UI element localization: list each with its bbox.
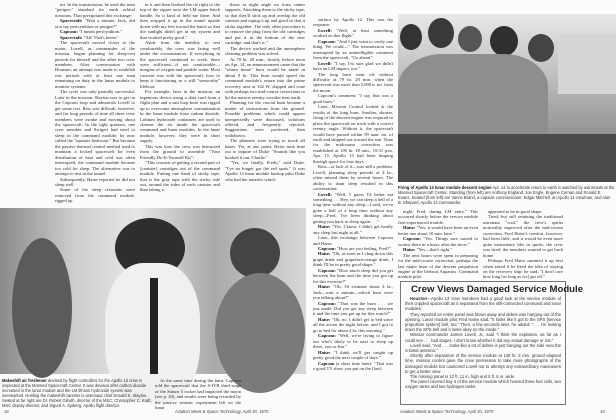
paragraph-text: "Yes, it would have been an even better one about 10 min. later." (398, 225, 478, 236)
caption-label: Makeshift air freshener (2, 378, 47, 383)
paragraph-text: "Wait a minute, Jack, did you say pericynthion or perigee?" (55, 18, 135, 29)
article-column-continued (155, 378, 241, 411)
paragraph-text: night, Fred, during LM entry." This occurred shortly before the service module first experienced trouble. (398, 209, 478, 225)
paragraph-text: "Ah! That's better." (82, 34, 120, 40)
paragraph (398, 236, 478, 247)
paragraph (313, 268, 393, 284)
paragraph-text: "Yes. Things sure turned to worms there in a hurry after the show." (398, 236, 478, 247)
paragraph-text: Subsequently, Haise reported he did not sleep well. (55, 176, 135, 187)
article-column (140, 2, 220, 205)
article-column (55, 2, 135, 205)
article-column (483, 209, 563, 280)
paragraph-text: "Oh, no. I didn't get to bed since all the action the night before, and I got to go to bed for about 4 hr. this morning." (313, 316, 393, 333)
paragraph-text: "And I just want to verify one thing. We could—" The transmission was interrupted by an unintelligible comment from the spacecraft. "Go ahead." (313, 38, 393, 61)
speaker-label: Lovell: (318, 27, 332, 33)
paragraph (140, 40, 220, 89)
sidebar-paragraph: The panel covered bay 4 of the service module which housed three fuel cells, two oxygen tanks and two hydrogen tanks. (405, 379, 561, 390)
paragraph-text: "Well, we're trying to figure out who's likely to be next to sleep up there, you or Jim." (313, 333, 393, 350)
caption-text: Apr. 14 to accelerate return to earth is watched by astronauts at the Manned Spacecraft Center. Standing (from left) are Anthony England, Joe Engle, Eugene Cernan and Ronald E. Evans. Seated (from left) are Vance Brand, a capsule communicator; Edgar Mitchell, an Apollo 14 crewman; and Alan B. Shepard, Apollo 14 commander. (398, 185, 615, 205)
speaker-label: Spacecraft: (60, 18, 83, 24)
speaker-label: Haise: (403, 225, 416, 231)
paragraph-text: "Oh, I'd estimate about 4 hr., Jack—wait a minute—which burn were you talking about?" (313, 284, 393, 301)
paragraph (140, 89, 220, 144)
sidebar-body (405, 296, 561, 390)
paragraph (398, 253, 478, 280)
paragraph (140, 160, 220, 193)
page-footer: Aviation Week & Space Technology, April 20, 1970 (400, 409, 494, 414)
paragraph (313, 192, 393, 225)
sidebar-title: Crew Views Damaged Service Module (411, 284, 584, 295)
paragraph-text: those at night angle no form center supports. Attaching them to the sticky tape, so that they'll stick up and overlap the old canister and taping it up and good so that it sticks together. The only other procedure is to remove the plug from the old cartridges and put it in the bottom of the new cartridge, and that's it." (225, 2, 305, 46)
paragraph (225, 138, 305, 160)
paragraph-text: in it and then hooked the tie right to the top of the zipper onto the LM upper hatch handle. So it kind of held me there. And then stripped it up in the tunnel upside down with my feet toward the hatch so that the sunlight didn't get in my system and that worked pretty good." (140, 2, 220, 40)
paragraph (55, 187, 135, 203)
speaker-label: Lovell: (318, 60, 332, 66)
paragraph-text: The long burn went off without difficulty at 79 hr. 28 min. when the spacecraft was more than 5,000 n. mi. from the moon. (313, 71, 393, 93)
paragraph-text: Rest—or lack of it—was still a problem. Lovell, planning sleep periods of 4 hr., often missed them by several hours. The ability to shun sleep resulted in this conversation: (313, 164, 393, 192)
caption-label: Firing of Apollo 13 lunar module descent engine (398, 185, 492, 190)
paragraph (313, 284, 393, 300)
article-column (398, 209, 478, 280)
paragraph (313, 72, 393, 94)
paragraph-text: surface by Apollo 12. This was the response: (313, 17, 393, 28)
paragraph-text: At the same time during the burn, Capcom told the spacecraft that the S-IVB third stage of the Saturn 5 rocket had impacted the moon (see p. 20), and results were being recorded by the passive seismic experiment left on the lunar (155, 378, 241, 411)
paragraph (140, 144, 220, 160)
paragraph (313, 333, 393, 349)
sidebar-paragraph: They reported an entire panel was blown away and debris was hanging out of the opening. Lunar module pilot Fred Haise said, "It looks like it got to the SPS [service propulsion system] bell, too." Then, a few seconds later, he added: ". . . I'm looking down the SPS bell and it looks okay on the inside." (405, 311, 561, 333)
speaker-label: Capcom: (318, 333, 336, 339)
sidebar-paragraph: Lovell said, "And . . . looks like a lot of debris is just hanging out the side near the S-band antenna." (405, 342, 561, 354)
paragraph (225, 2, 305, 46)
paragraph-text: Some of the sleep restraints were removed from the command module, rigged up (55, 187, 135, 204)
paragraph-text: "I say, I'm sure glad we didn't have an LM impact, too." (313, 60, 393, 72)
article-column (225, 2, 305, 205)
paragraph-text: Later, Mission Control looked at the results of the long burn. Another, shorter, firing of the descent engine was required to place the spacecraft on track with a correct reentry angle. Without it, the spacecraft would have passed within 99 naut. mi. of earth and skipped out toward the sun. Time for the midcourse correction was established at 105 hr. 18 min., 10:31 p.m. Apr. 15. Apollo 13 had been limping through space for four days. (313, 104, 393, 164)
paragraph (225, 57, 305, 101)
paragraph (313, 235, 393, 246)
paragraph (313, 350, 393, 361)
paragraph-text: For example, later in the mission, an ingenious device using a data card from a flight plan and a suit loop hose was rigged up to overcome atmosphere contamination in the lunar module from carbon dioxide. Lithium hydroxide containers are used to cleanse the air inside the spacecraft command and lunar modules. In the lunar module, however, they were in short supply. (140, 89, 220, 144)
speaker-label: Capcom: (318, 246, 336, 252)
speaker-label: Capcom: (318, 267, 336, 273)
paragraph-text: Capcom's comment: "I say, that was a good burn." (313, 93, 393, 104)
paragraph-text: appeared to be in good shape. (488, 209, 543, 214)
paragraph (155, 378, 241, 411)
sidebar-paragraph: The missing panel is 12 ft. 11 in. high and 5 ft. 6 in. wide. (410, 374, 516, 380)
paragraph (313, 28, 393, 39)
speaker-label: Haise: (318, 316, 331, 322)
paragraph (313, 251, 393, 267)
paragraph (313, 164, 393, 191)
paragraph-text: The cycle was only partially successful. Later in the mission, Slayton was to get on the Capcom loop and admonish Lovell to get some rest. Rest was difficult, however, and for long periods of time all three crew members were awake and moving about the spacecraft. In the tight quarters, one crew member and Swigert had tried to sleep in the command module, by now called the "upstairs bedroom." But because the passive thermal control method used to maintain a locked spacecraft for even distribution of heat and cold was often interrupted, the command module became too cold for sleep. The alternative was to attempt to rest in the tunnel. (55, 89, 135, 177)
page-footer: Aviation Week & Space Technology, April 20, 1970 (175, 409, 269, 414)
paragraph (398, 225, 478, 236)
page-number: 19 (600, 409, 605, 414)
sidebar-paragraph: Mission commander James Lovell, Jr., said "I think the explosion, as far as I could see . . . had stages. I don't know whether it did any actual damage or not." (405, 332, 561, 343)
speaker-label: Capcom: (403, 236, 421, 242)
paragraph (483, 258, 563, 280)
paragraph (313, 61, 393, 72)
speaker-label: Capcom (318, 360, 335, 366)
sidebar-text: —Apollo 13 crew members had a good look at the service module of their crippled spacecraft as it separated from the still-connected command and lunar modules. (405, 296, 561, 312)
speaker-label: Capcom: (60, 29, 78, 35)
speaker-label: Haise: (318, 251, 331, 257)
paragraph-text: The spacecraft moved closer to the moon. Lovell, as commander of the mission, began planning for sleep-rest periods for himself and the other two crew members. After conversation with Houston, an attempt was made to establish rest periods with at least one man remaining on duty in the lunar module to monitor systems. (55, 40, 135, 89)
paragraph (313, 317, 393, 333)
paragraph (225, 160, 305, 182)
paragraph (225, 100, 305, 138)
paragraph-text: (a short time later): "That was a good TV show you put on the [last] (313, 360, 393, 371)
paragraph-text: "How much sleep did you get between the burn and the time you got up for this exercise?" (313, 267, 393, 284)
speaker-label: Capcom: (318, 300, 336, 306)
paragraph-text: At 70 hr. 20 min., shortly before noon on Apr. 14, an announcement came that the "return home" burn would be made in about 9 hr. This burn would speed the command module's return into the prime recovery area at 142 W. slapped and cone with perhaps two mid-course corrections to hit the narrow reentry corridor near earth. (225, 56, 305, 100)
photo-caption (398, 185, 615, 206)
paragraph-text: Perhaps Fred Haise summed it up best when asked if he liked the idea of staying on the recovery ship: he said, "I don't care how long [as long as we] get off." (483, 258, 563, 280)
paragraph-text: "Yes, I know. I didn't get hardly any sleep last night at all." (313, 224, 393, 235)
paragraph-text: "I think we'll get caught up pretty good the next couple of days." (313, 349, 393, 361)
speaker-label: Haise: (403, 247, 416, 253)
sidebar-box (400, 281, 584, 405)
speaker-label: Haise: (318, 224, 331, 230)
paragraph (55, 40, 135, 89)
paragraph (313, 39, 393, 61)
paragraph-text: Planning for the crucial burn became a matter of instructions from the ground. Possible problems which could appear unexpectedly were discussed, solutions offered, and frequently rejected. Suggestions were proferred, then withdrawn. (225, 100, 305, 138)
paragraph (398, 209, 478, 225)
photo-caption (2, 378, 152, 408)
paragraph-text: "This consists of getting a second pair of [canister] cartridges out of the command module. Putting one band of sticky tape, that is the gray tape with the sticky side out, around the sides of each canister and then taking a (140, 160, 220, 193)
paragraph (55, 89, 135, 176)
paragraph-text: "Yes, we finally, Fredo," said Duke. "I've no longer got the red spots." It was Apollo 13 lunar module backup pilot Duke who had the measles which (225, 160, 305, 182)
paragraph (55, 18, 135, 29)
paragraph (313, 301, 393, 317)
paragraph (55, 177, 135, 188)
sidebar-paragraph (405, 296, 561, 312)
paragraph (313, 224, 393, 235)
caption-text: devised by flight controllers for the Apollo 13 crew is inspected at the Manned Spacecraft Center. It was devised after carbon dioxide increased in the lunar module and the LM lithium hydroxide system was overworked. Holding the makeshift canister is astronaut chief Donald K. Slayton. Seated at far right are Dr. Robert Gilruth, director of the MSC; Christopher C. Kraft, MSC deputy director, and Sigurd A. Sjoberg, Apollo flight director. (2, 378, 152, 408)
mission-control-photo (398, 14, 616, 182)
paragraph-text: "How are you feeling, Fred?" (335, 246, 392, 252)
paragraph (225, 46, 305, 57)
speaker-label: Capcom: (318, 38, 336, 44)
paragraph-text: mi. In the transmission, he used the term "perigee," standard for earth orbital missions. That precipitated this exchange: (55, 2, 135, 18)
sidebar-paragraph: Shortly after separation of the service module at 138 hr. 2 min. ground elapsed time, mission control gave the crew permission to take more photographs of the damaged module but cautioned Lovell not to attempt any extraordinary maneuvers to get a better view. (405, 353, 561, 374)
paragraph-text: Tired, but still retaining the traditional astronaut "cool," the crew's spirits noticeably improved after the mid-course correction. Fred Haise's comfort, however, had been little, and it would be even more quite momentary lifts in spirits, the crew was tired; the members wanted to get back home. (483, 214, 563, 258)
air-freshener-photo (0, 208, 306, 374)
paragraph (313, 104, 393, 164)
dateline: Houston (410, 296, 427, 301)
paragraph (313, 361, 393, 372)
paragraph (313, 17, 393, 28)
paragraph-text: The planners were trying to touch all bases. Yet, at one point, Haise took time out to inquire of Duke: "Sounds like you hooked it out, Charlie." (225, 138, 305, 160)
paragraph-text: Aside from the inability to rest comfortably, the crew was faring well under the circumstances. If everything in the spacecraft continued to work, there were sufficient—if not comfortable—margins of oxygen and potable water. Most concern was with the spacecraft, how to keep it functioning as a still "seaworthy" lifeboat. (140, 40, 220, 89)
speaker-label: Haise: (318, 349, 331, 355)
paragraph (55, 2, 135, 18)
paragraph-text: "I meant pericynthion." (77, 29, 123, 35)
paragraph (483, 214, 563, 258)
paragraph-text: The next hours were spent in preparing for the mid-course correction, perhaps the last major burn of the descent propulsion engine of the lifeboat Aquarius. Command module pilot (398, 252, 478, 280)
article-column (313, 17, 393, 405)
paragraph-text: "Well, at least something worked on this flight." (313, 27, 393, 39)
paragraph-text: The device worked and the atmosphere cleaning problem was solved. (225, 45, 305, 57)
paragraph-text: "Yes—that's right." (415, 247, 453, 253)
speaker-label: Lovell: (318, 191, 332, 197)
page-number: 18 (4, 409, 9, 414)
paragraph-text: "Well, I guess I'd better eat something . . . Hey, we can sleep a hell of a long time without any sleep—I said, we've gone a hell of a long time without any sleep—Fred, I've been thinking about getting you back to sleep again . . ." (313, 191, 393, 224)
paragraph (313, 93, 393, 104)
paragraph (140, 2, 220, 40)
paragraph-text: "Oh, as soon as I chug down this grape drink and grapefruit-orange drink, I think I'll be in pretty good shape." (313, 251, 393, 268)
paragraph-text: Later, this exchange between Capcom and Haise: (313, 235, 393, 246)
paragraph-text: "That was the burn . . . we just made. Did you get any sleep between it and the time you got up for this watch?" (313, 300, 393, 317)
paragraph-text: This was how the crew was instructed from the ground to assemble "Your Friendly Do-It-Yourself Kit": (140, 143, 220, 160)
speaker-label: Haise: (318, 284, 331, 290)
speaker-label: Spacecraft: (60, 34, 83, 40)
